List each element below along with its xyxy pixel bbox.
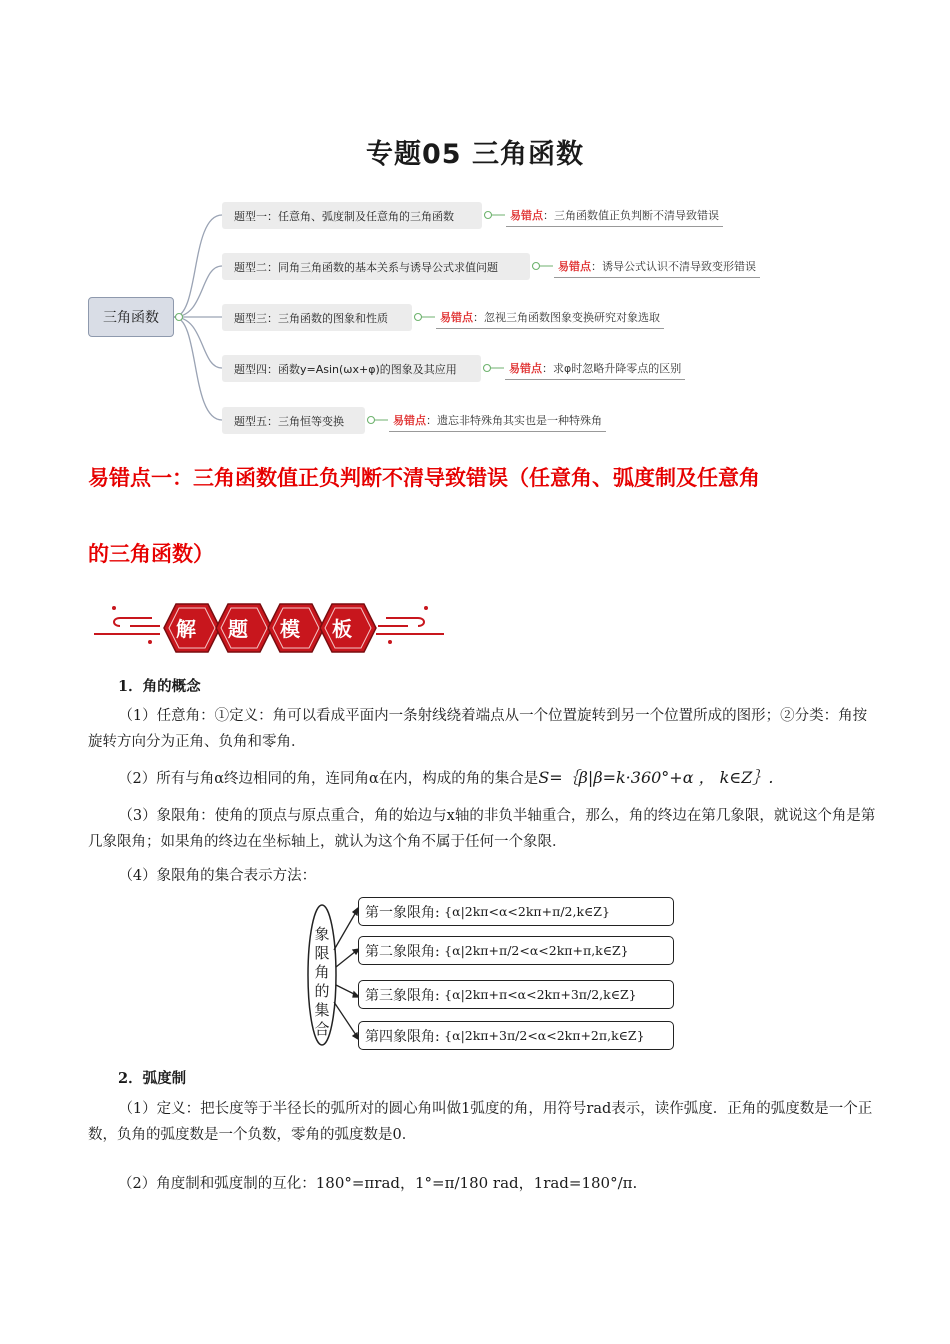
quadrant-set-2 <box>358 936 674 965</box>
quadrant-name: 第二象限角: <box>365 943 440 960</box>
mindmap-branch <box>222 304 412 331</box>
paragraph-text: （2）所有与角α终边相同的角，连同角α在内，构成的角的集合是 <box>118 771 539 787</box>
mindmap-branch <box>222 407 365 434</box>
quadrant-oval-label: 象限角的集合 <box>314 925 330 1038</box>
banner-char: 解 <box>176 617 196 641</box>
page-title: 专题05 三角函数 <box>366 139 584 170</box>
mindmap-error-note: 易错点：遗忘非特殊角其实也是一种特殊角 <box>393 412 602 428</box>
paragraph: （1）定义：把长度等于半径长的弧所对的圆心角叫做1弧度的角，用符号rad表示，读作弧度．正角的弧度数是一个正数，负角的弧度数是一个负数，零角的弧度数是0． <box>88 1101 873 1143</box>
mindmap-branch <box>222 253 530 280</box>
mindmap-root-label: 三角函数 <box>103 310 159 326</box>
section-heading-line1: 易错点一：三角函数值正负判断不清导致错误（任意角、弧度制及任意角 <box>88 466 760 490</box>
paragraph <box>118 765 878 792</box>
paragraph <box>118 1170 878 1197</box>
banner-char: 模 <box>280 617 300 641</box>
mindmap-branch <box>222 202 482 229</box>
quadrant-set-formula: {α|2kπ+π/2<α<2kπ+π,k∈Z} <box>444 943 629 958</box>
branch-label: 题型二：同角三角函数的基本关系与诱导公式求值问题 <box>234 260 498 274</box>
quadrant-set-4 <box>358 1021 674 1050</box>
section-1-title: 1．角的概念 <box>118 678 201 695</box>
quadrant-set-1 <box>358 897 674 926</box>
paragraph: （3）象限角：使角的顶点与原点重合，角的始边与x轴的非负半轴重合，那么，角的终边在第几象限，就说这个角是第几象限角；如果角的终边在坐标轴上，就认为这个角不属于任何一个象限． <box>88 808 876 850</box>
mindmap-branch <box>222 355 481 382</box>
quadrant-set-3 <box>358 980 674 1009</box>
branch-label: 题型一：任意角、弧度制及任意角的三角函数 <box>234 209 454 223</box>
banner-char: 板 <box>332 617 352 641</box>
quadrant-set-formula: {α|2kπ+π<α<2kπ+3π/2,k∈Z} <box>444 987 637 1002</box>
quadrant-set-formula: {α|2kπ+3π/2<α<2kπ+2π,k∈Z} <box>444 1028 645 1043</box>
branch-label: 题型五：三角恒等变换 <box>234 414 344 428</box>
section-2-title: 2．弧度制 <box>118 1070 187 1087</box>
branch-label: 题型四：函数y=Asin(ωx+φ)的图象及其应用 <box>234 362 457 376</box>
quadrant-set-formula: {α|2kπ<α<2kπ+π/2,k∈Z} <box>444 904 610 919</box>
paragraph-text: （2）角度制和弧度制的互化： <box>118 1176 316 1192</box>
section-heading-line2: 的三角函数） <box>88 542 214 566</box>
quadrant-name: 第一象限角: <box>365 904 440 921</box>
branch-label: 题型三：三角函数的图象和性质 <box>234 311 388 325</box>
set-formula: S=｛β|β=k·360°+α ， k∈Z｝. <box>538 768 774 787</box>
conversion-formula: 180°=πrad，1°=π/180 rad，1rad=180°/π. <box>315 1174 638 1192</box>
paragraph: （4）象限角的集合表示方法： <box>118 868 317 884</box>
paragraph: （1）任意角：①定义：角可以看成平面内一条射线绕着端点从一个位置旋转到另一个位置所成的图形；②分类：角按旋转方向分为正角、负角和零角． <box>88 708 868 750</box>
quadrant-name: 第四象限角: <box>365 1028 440 1045</box>
banner-title <box>164 613 524 647</box>
mindmap-error-note: 易错点：求φ时忽略升降零点的区别 <box>509 360 681 376</box>
mindmap-error-note: 易错点：忽视三角函数图象变换研究对象选取 <box>440 309 660 325</box>
mindmap-error-note: 易错点：三角函数值正负判断不清导致错误 <box>510 207 719 223</box>
mindmap-error-note: 易错点：诱导公式认识不清导致变形错误 <box>558 258 756 274</box>
quadrant-name: 第三象限角: <box>365 987 440 1004</box>
banner-char: 题 <box>228 617 248 641</box>
mindmap-root <box>88 297 174 337</box>
